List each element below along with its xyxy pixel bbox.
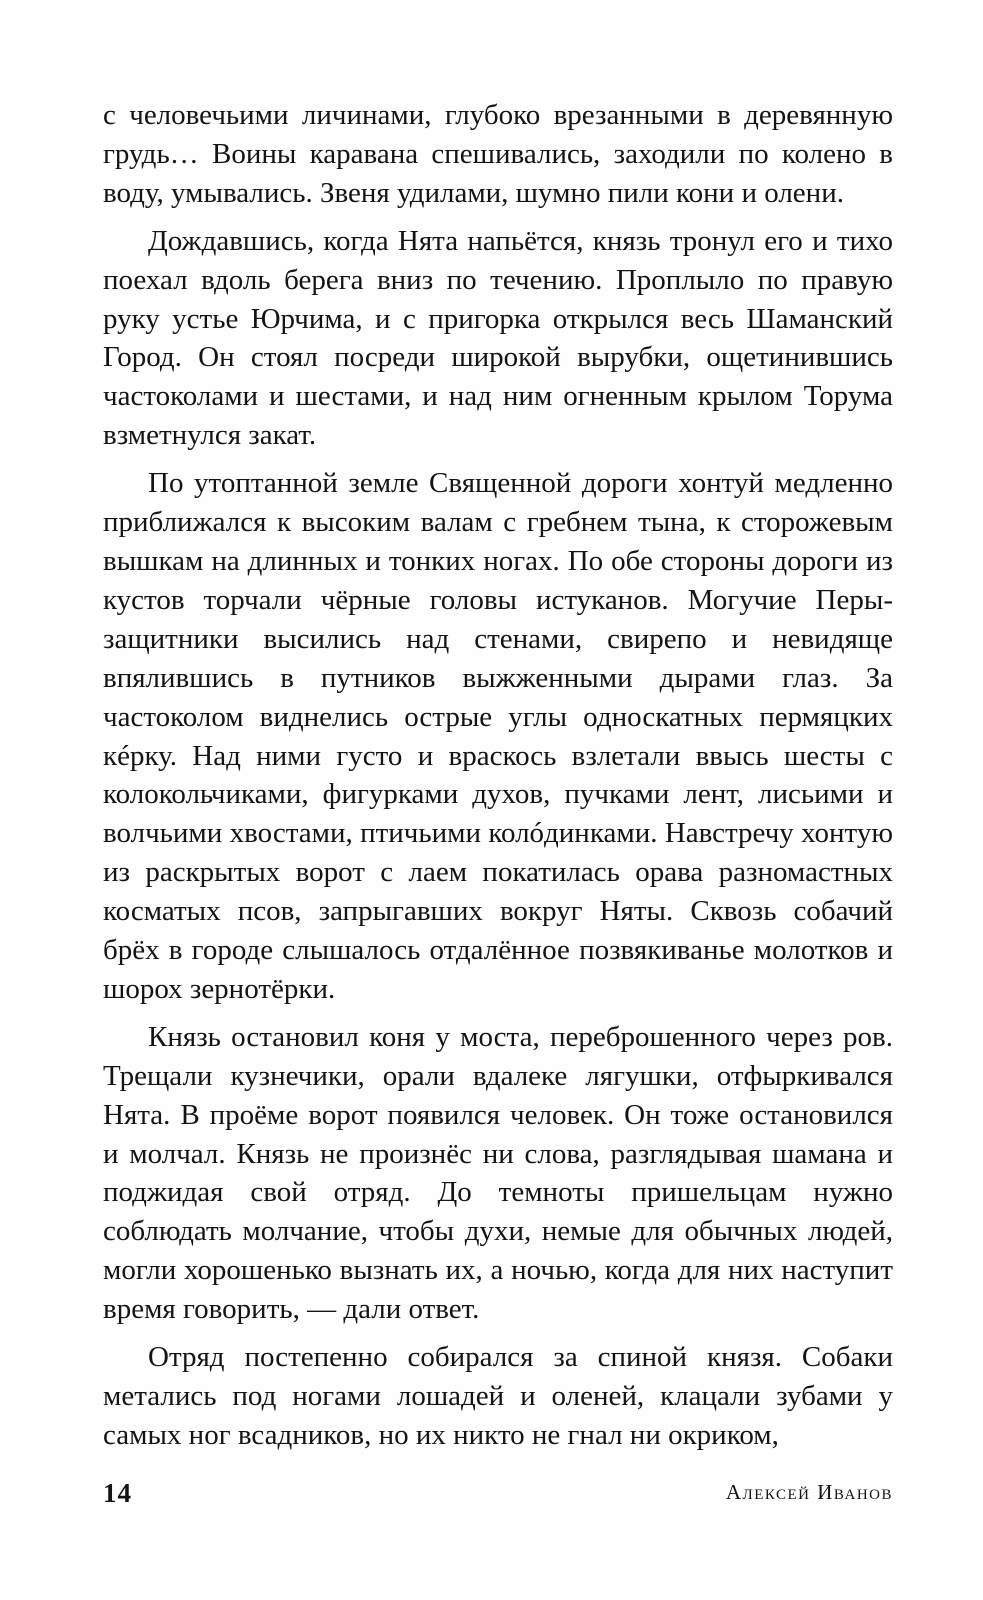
- page-footer: [103, 1478, 893, 1518]
- running-footer-author: Алексей Иванов: [725, 1480, 893, 1504]
- paragraph-2: Дождавшись, когда Нята напьётся, князь тронул его и тихо поехал вдоль берега вниз по течению. Проплыло по правую руку устье Юрчима, и с пригорка открылся весь Шаманский Город. Он стоял посреди широкой вырубки, ощетинившись частоколами и шестами, и над ним огненным крылом Торума взметнулся закат.: [103, 224, 893, 452]
- paragraph-3: По утоптанной земле Священной дороги хонтуй медленно приближался к высоким валам с гребнем тына, к сторожевым вышкам на длинных и тонких ногах. По обе стороны дороги из кустов торчали чёрные головы истуканов. Могучие Перы-защитники высились над стенами, свирепо и невидяще впялившись в путников выжженными дырами глаз. За частоколом виднелись острые углы односкатных пермяцких кéрку. Над ними густо и враскось взлетали ввысь шесты с колокольчиками, фигурками духов, пучками лент, лисьими и волчьими хвостами, птичьими колóдинками. Навстречу хонтую из раскрытых ворот с лаем покатилась орава разномастных косматых псов, запрыгавших вокруг Няты. Сквозь собачий брёх в городе слышалось отдалённое позвякиванье молотков и шорох зернотёрки.: [103, 467, 893, 1005]
- page-number: 14: [103, 1478, 132, 1508]
- body-text: [103, 96, 893, 1464]
- paragraph-4: Князь остановил коня у моста, переброшенного через ров. Трещали кузнечики, орали вдалеке лягушки, отфыркивался Нята. В проёме ворот появился человек. Он тоже остановился и молчал. Князь не произнёс ни слова, разглядывая шамана и поджидая свой отряд. До темноты пришельцам нужно соблюдать молчание, чтобы духи, немые для обычных людей, могли хорошенько вызнать их, а ночью, когда для них наступит время говорить, — дали ответ.: [103, 1020, 893, 1326]
- paragraph-1: с человечьими личинами, глубоко врезанными в деревянную грудь… Воины каравана спешивались, заходили по колено в воду, умывались. Звеня удилами, шумно пили кони и олени.: [103, 99, 893, 209]
- paragraph-5: Отряд постепенно собирался за спиной князя. Собаки метались под ногами лошадей и оленей, клацали зубами у самых ног всадников, но их никто не гнал ни окриком,: [103, 1341, 893, 1451]
